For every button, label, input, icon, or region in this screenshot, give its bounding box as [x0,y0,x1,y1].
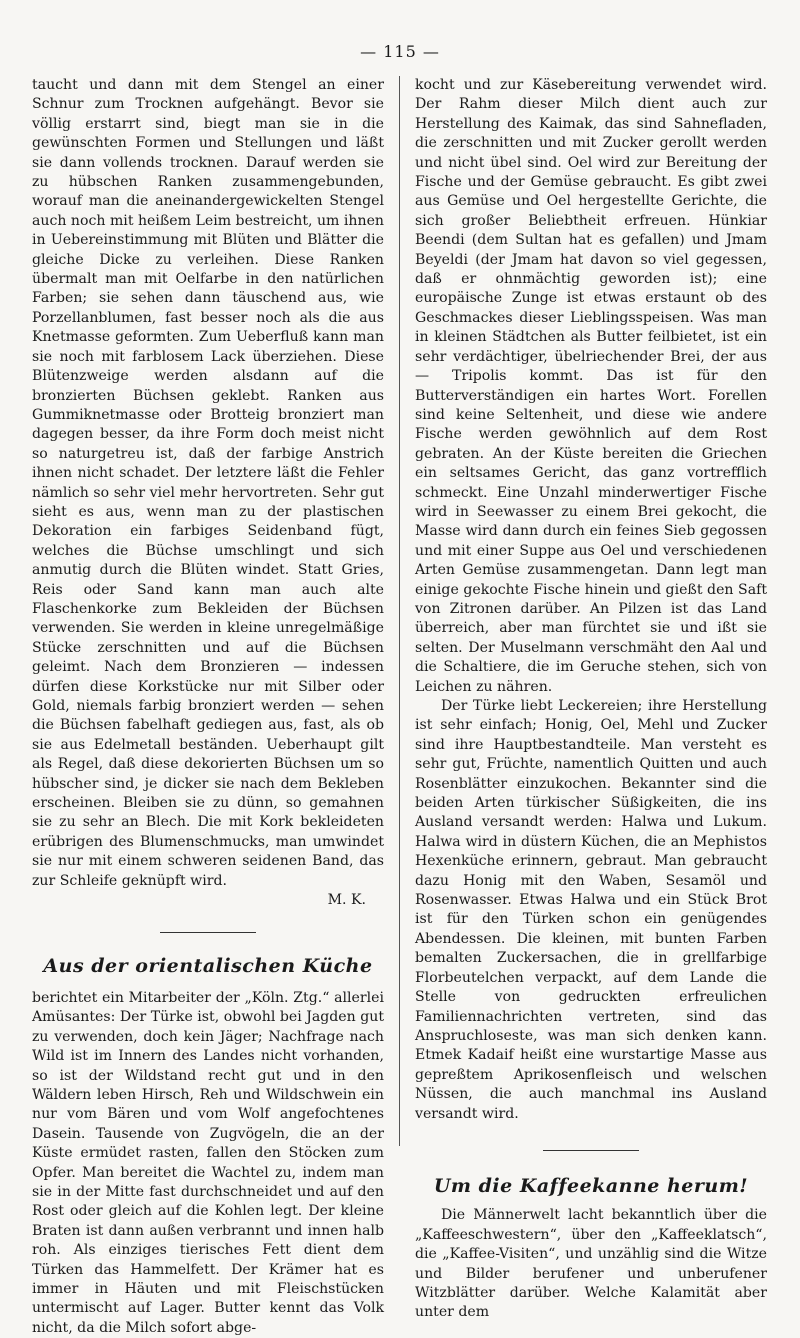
article-heading: Um die Kaffeekanne herum! [433,1174,749,1197]
right-paragraph-2: Der Türke liebt Leckereien; ihre Herstellung ist sehr einfach; Honig, Oel, Mehl und Zucker sind ihre Hauptbestandteile. Man versteht es sehr gut, Früchte, namentlich Quitten und auch Rosenblätter einzukochen. Bekannter sind die beiden Arten türkischer Süßigkeiten, die ins Ausland versandt werden: Halwa und Lukum. Halwa wird in düstern Küchen, die an Mephistos Hexenküche erinnern, gebraut. Man gebraucht dazu Honig mit den Waben, Sesamöl und Rosenwasser. Etwas Halwa und ein Stück Brot ist für den Türken schon ein genügendes Abendessen. Die kleinen, mit bunten Farben bemalten Zuckersachen, die in grellfarbige Florbeutelchen verpackt, auf dem Lande die Stelle von gedruckten erfreulichen Familiennachrichten vertreten, sind das Anspruchloseste, was man sich denken kann. Etmek Kadaif heißt eine wurstartige Masse aus gepreßtem Aprikosenfleisch und welschen Nüssen, die auch manchmal ins Ausland versandt wird. [415,698,767,1122]
right-column [415,76,767,1323]
right-paragraph-3: Die Männerwelt lacht bekanntlich über die „Kaffeeschwestern“, über den „Kaffeeklatsch“, die „Kaffee-Visiten“, und unzählig sind die Witze und Bilder berufener und unberufener Witzblätter darüber. Welche Kalamität aber unter dem [415,1207,767,1321]
right-paragraph-1: kocht und zur Käsebereitung verwendet wird. Der Rahm dieser Milch dient auch zur Herstellung des Kaimak, das sind Sahnefladen, die zerschnitten und mit Zucker gerollt werden und nicht übel sind. Oel wird zur Bereitung der Fische und der Gemüse gebraucht. Es gibt zwei aus Gemüse und Oel hergestellte Gerichte, die sich großer Beliebtheit erfreuen. Hünkiar Beendi (dem Sultan hat es gefallen) und Jmam Beyeldi (der Jmam hat davon so viel gegessen, daß er ohnmächtig geworden ist); eine europäische Zunge ist etwas erstaunt ob des Geschmackes dieser Lieblingsspeisen. Was man in kleinen Städtchen als Butter feilbietet, ist ein sehr verdächtiger, übelriechender Brei, der aus — Tripolis kommt. Das ist für den Butterverständigen ein hartes Wort. Forellen sind keine Seltenheit, und diese wie andere Fische werden gewöhnlich auf dem Rost gebraten. An der Küste bereiten die Griechen ein seltsames Gericht, das ganz vortrefflich schmeckt. Eine Unzahl minderwertiger Fische wird in Seewasser zu einem Brei gekocht, die Masse wird dann durch ein feines Sieb gegossen und mit einer Suppe aus Oel und verschiedenen Arten Gemüse zusammengetan. Dann legt man einige gekochte Fische hinein und gießt den Saft von Zitronen darüber. An Pilzen ist das Land überreich, aber man fürchtet sie und ißt sie selten. Der Muselmann verschmäht den Aal und die Schaltiere, die im Geruche stehen, sich von Leichen zu nähren. [415,77,767,695]
column-divider [399,76,400,1146]
left-column [32,76,384,1338]
page-number: — 115 — [360,42,440,61]
left-paragraph-2: berichtet ein Mitarbeiter der „Köln. Ztg.“ allerlei Amüsantes: Der Türke ist, obwohl bei Jagden gut zu verwenden, doch kein Jäger; Nachfrage nach Wild ist im Innern des Landes nicht vorhanden, so ist der Wildstand recht gut und in den Wäldern leben Hirsch, Reh und Wildschwein ein nur vom Bären und vom Wolf angefochtenes Dasein. Tausende von Zugvögeln, die an der Küste ermüdet rasten, fallen den Stöcken zum Opfer. Man bereitet die Wachtel zu, indem man sie in der Mitte fast durchschneidet und auf den Rost oder gleich auf die Kohlen legt. Der kleine Braten ist dann außen verbrannt und innen halb roh. Als einziges tierisches Fett dient dem Türken das Hammelfett. Der Krämer hat es immer in Häuten und mit Fleischstücken untermischt auf Lager. Butter kennt das Volk nicht, da die Milch sofort abge- [32,989,384,1336]
signature-line [32,891,384,910]
signature: M. K. [327,892,366,909]
article-heading: Aus der orientalischen Küche [43,955,373,978]
left-paragraph-1: taucht und dann mit dem Stengel an einer Schnur zum Trocknen aufgehängt. Bevor sie völlig erstarrt sind, biegt man sie in die gewünschten Formen und Stellungen und läßt sie dann vollends trocknen. Darauf werden sie zu hübschen Ranken zusammengebunden, worauf man die aneinandergewickelten Stengel auch noch mit heißem Leim bestreicht, um ihnen in Uebereinstimmung mit Blüten und Blätter die gleiche Dicke zu verleihen. Diese Ranken übermalt man mit Oelfarbe in den natürlichen Farben; sie sehen dann täuschend aus, wie Porzellanblumen, fast besser noch als die aus Knetmasse geformten. Zum Ueberfluß kann man sie noch mit farblosem Lack überziehen. Diese Blütenzweige werden alsdann auf die bronzierten Büchsen geklebt. Ranken aus Gummiknetmasse oder Brotteig bronziert man dagegen besser, da ihre Form doch meist nicht so naturgetreu ist, daß der farbige Anstrich ihnen nicht schadet. Der letztere läßt die Fehler nämlich so sehr viel mehr hervortreten. Sehr gut sieht es aus, wenn man zu der plastischen Dekoration ein farbiges Seidenband fügt, welches die Büchse umschlingt und sich anmutig durch die Blüten windet. Statt Gries, Reis oder Sand kann man auch alte Flaschenkorke zum Bekleiden der Büchsen verwenden. Sie werden in kleine unregelmäßige Stücke zerschnitten und auf die Büchsen geleimt. Nach dem Bronzieren — indessen dürfen diese Korkstücke nur mit Silber oder Gold, niemals farbig bronziert werden — sehen die Büchsen fabelhaft gediegen aus, fast, als ob sie aus Edelmetall beständen. Ueberhaupt gilt als Regel, daß diese dekorierten Büchsen um so hübscher sind, je dicker sie nach dem Bekleben erscheinen. Bleiben sie zu dünn, so gemahnen sie zu sehr an Blech. Die mit Kork bekleideten erübrigen des Blumenschmucks, man umwindet sie nur mit einem schweren seidenen Band, das zur Schleife geknüpft wird. [32,77,384,889]
